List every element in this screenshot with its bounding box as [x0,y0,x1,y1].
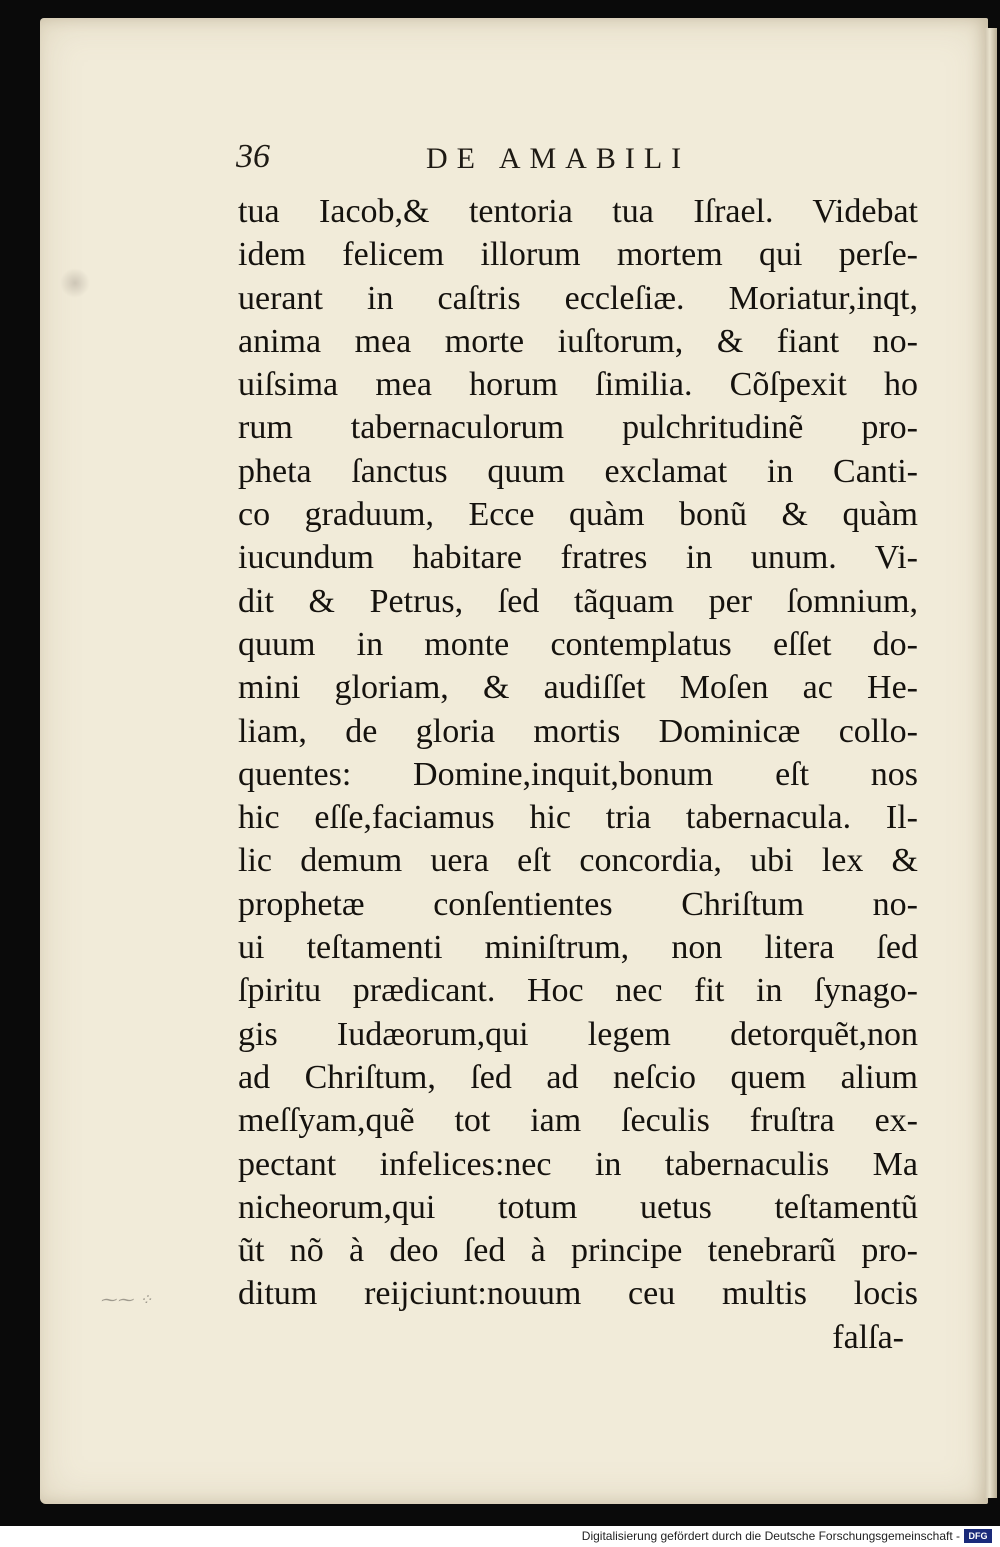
text-line: liam, de gloria mortis Dominicæ collo- [238,712,918,750]
running-title: DE AMABILI [426,142,691,175]
running-head [236,138,756,178]
text-line: ditum reijciunt:nouum ceu multis locis [238,1275,918,1313]
text-line: idem felicem illorum mortem qui perſe- [238,236,918,274]
margin-mark: ⁓⁓ ⁘ [100,1292,154,1309]
text-line: quum in monte contemplatus eſſet do- [238,625,918,663]
text-line: anima mea morte iuſtorum, & fiant no- [238,322,918,360]
text-line: gis Iudæorum,qui legem detorquẽt,non [238,1015,918,1053]
funding-credit: Digitalisierung gefördert durch die Deutsche Forschungsgemeinschaft - [581,1529,960,1543]
text-line: hic eſſe,faciamus hic tria tabernacula. Il- [238,799,918,837]
text-line: ad Chriſtum, ſed ad neſcio quem alium [238,1058,918,1096]
text-line: ſpiritu prædicant. Hoc nec fit in ſynago- [238,972,918,1010]
page-number: 36 [236,138,270,175]
text-line: co graduum, Ecce quàm bonũ & quàm [238,496,918,534]
text-line: pheta ſanctus quum exclamat in Canti- [238,452,918,490]
paper-stain [60,268,90,298]
text-line: ui teſtamenti miniſtrum, non litera ſed [238,929,918,967]
text-line: pectant infelices:nec in tabernaculis Ma [238,1145,918,1183]
page-edge [985,28,997,1498]
text-line: tua Iacob,& tentoria tua Iſrael. Videbat [238,193,918,230]
text-line: mini gloriam, & audiſſet Moſen ac He- [238,669,918,707]
text-line: uiſsima mea horum ſimilia. Cõſpexit ho [238,366,918,404]
footer-bar [0,1526,1000,1547]
body-text [238,190,918,1359]
text-line: ũt nõ à deo ſed à principe tenebrarũ pro- [238,1232,918,1270]
text-line: nicheorum,qui totum uetus teſtamentũ [238,1188,918,1226]
dfg-logo: DFG [964,1529,992,1543]
text-line: iucundum habitare fratres in unum. Vi- [238,539,918,577]
text-line: uerant in caſtris eccleſiæ. Moriatur,inqt, [238,279,918,317]
text-line: quentes: Domine,inquit,bonum eſt nos [238,755,918,793]
text-line: dit & Petrus, ſed tãquam per ſomnium, [238,582,918,620]
text-line: meſſyam,quẽ tot iam ſeculis fruſtra ex- [238,1102,918,1140]
text-line: prophetæ conſentientes Chriſtum no- [238,885,918,923]
catchword: falſa- [832,1318,904,1356]
text-line: rum tabernaculorum pulchritudinẽ pro- [238,409,918,447]
text-line: lic demum uera eſt concordia, ubi lex & [238,842,918,880]
